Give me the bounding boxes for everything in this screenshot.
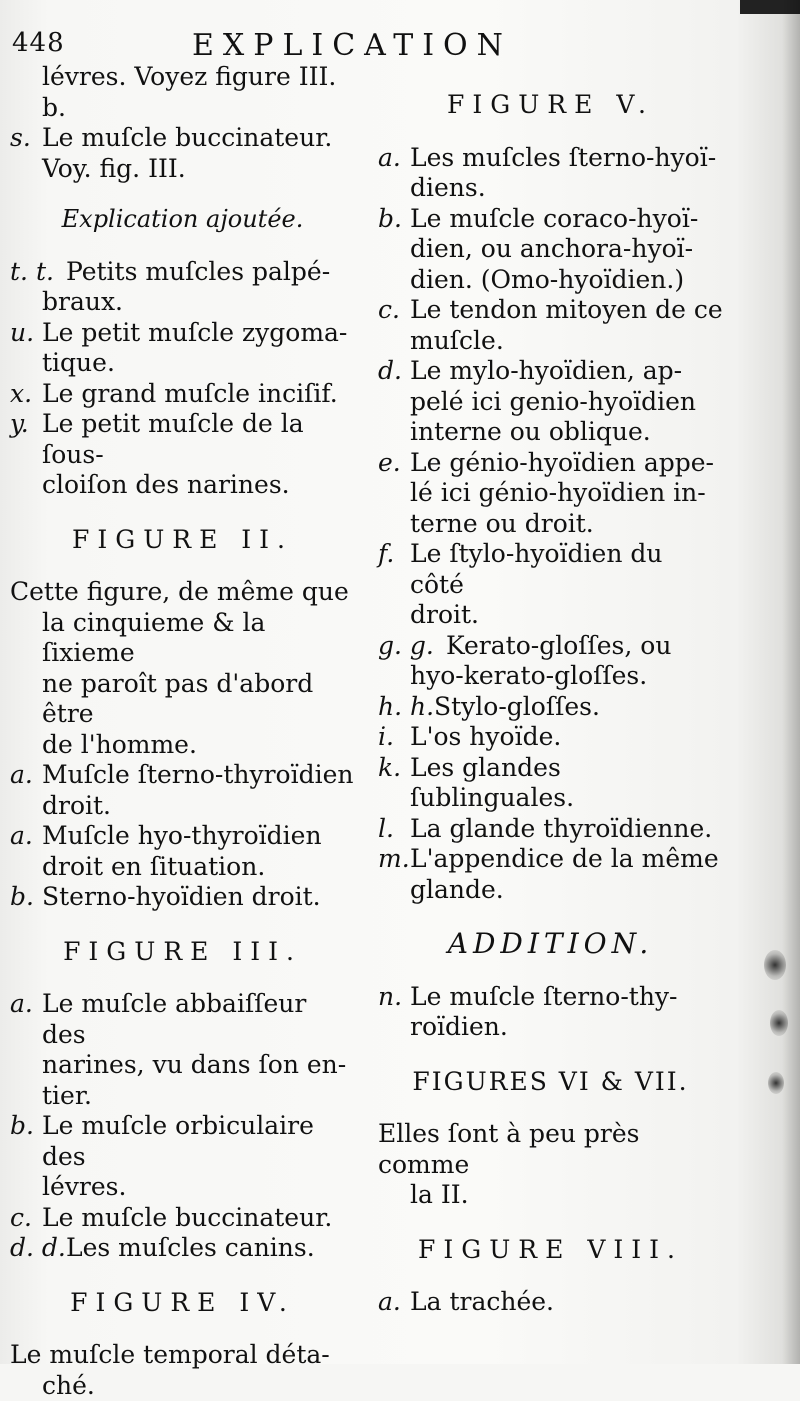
item-key: t. t. [10, 257, 54, 288]
text-line: Muſcle ſterno-thyroïdien [42, 760, 355, 791]
list-item [378, 631, 723, 662]
text-line: interne ou oblique. [410, 417, 723, 448]
text-line: braux. [10, 287, 355, 318]
text-line: droit. [42, 791, 355, 822]
text-line: Le muſcle ſterno-thy- [410, 982, 723, 1013]
figure-heading: FIGURE II. [10, 525, 355, 556]
item-key: a. [378, 1287, 401, 1318]
ink-smudge [768, 1072, 784, 1094]
figure-heading: FIGURES VI & VII. [378, 1067, 723, 1098]
text-line: tier. [42, 1081, 355, 1112]
text-line: Stylo-gloſſes. [434, 692, 723, 723]
item-key: a. [378, 143, 401, 174]
list-item [378, 722, 723, 753]
item-key: b. [10, 882, 34, 913]
figure-heading: FIGURE IV. [10, 1288, 355, 1319]
text-line: diens. [410, 173, 723, 204]
list-item [378, 753, 723, 814]
list-item [10, 882, 355, 913]
text-line: la cinquieme & la ſixieme [10, 608, 355, 669]
item-key: m. [378, 844, 410, 875]
item-key: g. g. [378, 631, 434, 662]
text-line: Kerato-gloſſes, ou [446, 631, 723, 662]
list-item [10, 989, 355, 1111]
list-item [10, 1233, 355, 1264]
addition-heading: ADDITION. [378, 929, 723, 960]
text-line: tique. [42, 348, 355, 379]
list-item [378, 356, 723, 448]
list-item [10, 318, 355, 379]
figure-heading: FIGURE V. [378, 90, 723, 121]
item-key: f. [378, 539, 394, 570]
list-item [378, 448, 723, 540]
text-line: pelé ici genio-hyoïdien [410, 387, 723, 418]
list-item [10, 257, 355, 288]
list-item [378, 814, 723, 845]
text-line: glande. [410, 875, 723, 906]
text-line: dien, ou anchora-hyoï- [410, 234, 723, 265]
list-item [378, 539, 723, 631]
list-item [378, 204, 723, 296]
text-line: narines, vu dans ſon en- [42, 1050, 355, 1081]
text-line: lévres. Voyez figure III. b. [10, 62, 355, 123]
text-line: Le muſcle temporal déta- [10, 1340, 355, 1371]
paragraph [378, 1119, 723, 1211]
text-line: Le petit muſcle de la ſous- [42, 409, 355, 470]
list-item [378, 1287, 723, 1318]
item-key: d. d. [10, 1233, 66, 1264]
text-line: roïdien. [410, 1012, 723, 1043]
text-line: Les glandes ſublinguales. [410, 753, 723, 814]
text-line: Muſcle hyo-thyroïdien [42, 821, 355, 852]
text-line: lé ici génio-hyoïdien in- [410, 478, 723, 509]
item-key: a. [10, 989, 33, 1020]
text-line: Les muſcles canins. [66, 1233, 355, 1264]
text-line: Le muſcle abbaiſſeur des [42, 989, 355, 1050]
text-line: hyo-kerato-gloſſes. [378, 661, 723, 692]
figure-heading: FIGURE III. [10, 937, 355, 968]
item-key: c. [10, 1203, 32, 1234]
item-key: i. [378, 722, 394, 753]
paragraph [10, 577, 355, 760]
item-key: b. [378, 204, 402, 235]
list-item [10, 1111, 355, 1203]
item-key: k. [378, 753, 401, 784]
text-line: L'appendice de la même [410, 844, 723, 875]
text-line: Le muſcle buccinateur. [42, 1203, 355, 1234]
text-line: muſcle. [410, 326, 723, 357]
text-line: Le génio-hyoïdien appe- [410, 448, 723, 479]
item-key: l. [378, 814, 394, 845]
text-line: Le tendon mitoyen de ce [410, 295, 723, 326]
item-key: b. [10, 1111, 34, 1142]
text-line: ché. [10, 1371, 355, 1401]
item-key: e. [378, 448, 401, 479]
text-line: Le muſcle coraco-hyoï- [410, 204, 723, 235]
list-item [378, 295, 723, 356]
text-line: Le petit muſcle zygoma- [42, 318, 355, 349]
list-item [10, 379, 355, 410]
list-item [10, 1203, 355, 1234]
section-subheading: Explication ajoutée. [10, 204, 355, 235]
text-line: Cette figure, de même que [10, 577, 355, 608]
text-line: de l'homme. [10, 730, 355, 761]
text-line: Petits muſcles palpé- [66, 257, 355, 288]
text-line: Le muſcle buccinateur. [42, 123, 355, 154]
text-line: dien. (Omo-hyoïdien.) [410, 265, 723, 296]
item-key: c. [378, 295, 400, 326]
item-key: x. [10, 379, 32, 410]
text-line: droit. [410, 600, 723, 631]
item-key: h. h. [378, 692, 434, 723]
text-line: Voy. fig. III. [42, 154, 355, 185]
text-line: La trachée. [410, 1287, 723, 1318]
text-line: Sterno-hyoïdien droit. [42, 882, 355, 913]
text-line: Les muſcles ſterno-hyoï- [410, 143, 723, 174]
list-item [378, 844, 723, 905]
text-line: La glande thyroïdienne. [410, 814, 723, 845]
page-number: 448 [12, 28, 65, 58]
list-item [378, 692, 723, 723]
text-line: ne paroît pas d'abord être [10, 669, 355, 730]
text-line: Le grand muſcle inciſif. [42, 379, 355, 410]
text-line: droit en ſituation. [42, 852, 355, 883]
item-key: u. [10, 318, 34, 349]
paragraph [10, 1340, 355, 1401]
item-key: n. [378, 982, 402, 1013]
ink-smudge [764, 950, 786, 980]
text-line: lévres. [42, 1172, 355, 1203]
list-item [10, 123, 355, 184]
running-head: EXPLICATION [192, 28, 512, 63]
right-column [378, 62, 723, 1318]
left-column [10, 62, 355, 1401]
list-item [10, 821, 355, 882]
text-line: la II. [378, 1180, 723, 1211]
text-line: Le ſtylo-hyoïdien du côté [410, 539, 723, 600]
list-item [10, 760, 355, 821]
item-key: a. [10, 760, 33, 791]
list-item [378, 982, 723, 1043]
text-line: Elles ſont à peu près comme [378, 1119, 723, 1180]
text-line: Le mylo-hyoïdien, ap- [410, 356, 723, 387]
text-line: Le muſcle orbiculaire des [42, 1111, 355, 1172]
text-line: terne ou droit. [410, 509, 723, 540]
figure-heading: FIGURE VIII. [378, 1235, 723, 1266]
text-line: L'os hyoïde. [410, 722, 723, 753]
ink-smudge [770, 1010, 788, 1036]
item-key: s. [10, 123, 31, 154]
text-line: cloiſon des narines. [42, 470, 355, 501]
page-gutter-shadow [782, 0, 800, 1364]
item-key: d. [378, 356, 402, 387]
list-item [378, 143, 723, 204]
item-key: y. [10, 409, 29, 440]
list-item [10, 409, 355, 501]
item-key: a. [10, 821, 33, 852]
